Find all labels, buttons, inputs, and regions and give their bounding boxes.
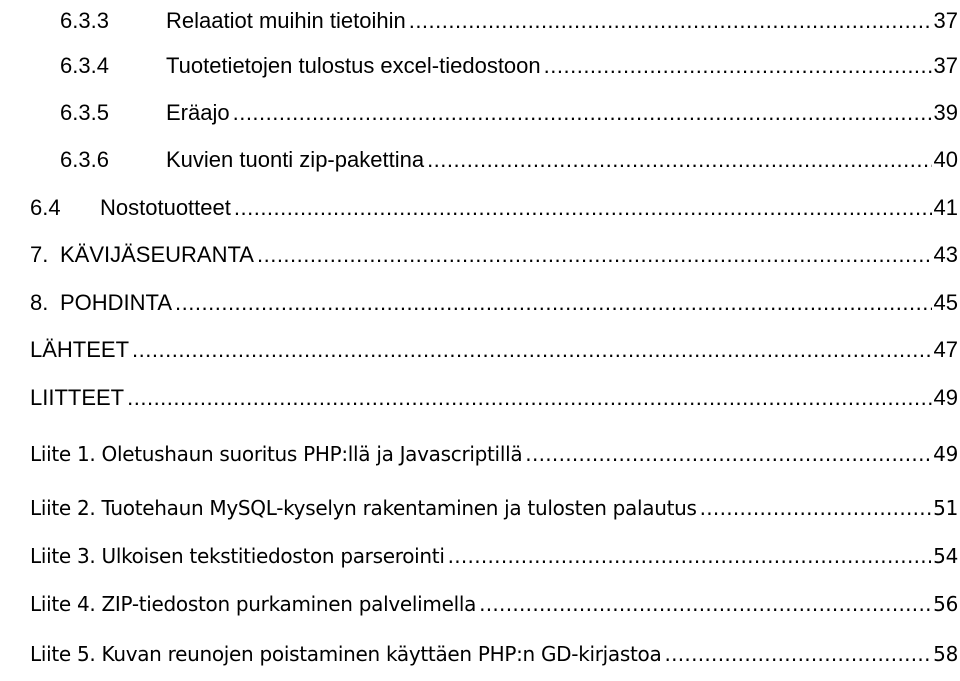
toc-entry-title: Liite 2. Tuotehaun MySQL-kyselyn rakentaminen ja tulosten palautus	[30, 496, 697, 520]
toc-entry-page: 49	[933, 442, 958, 466]
toc-entry-page: 37	[933, 53, 958, 78]
dot-leader	[409, 8, 932, 34]
toc-entry-title: Liite 1. Oletushaun suoritus PHP:llä ja Javascriptillä	[30, 442, 523, 466]
toc-entry-title: Liite 5. Kuvan reunojen poistaminen käyttäen PHP:n GD-kirjastoa	[30, 642, 662, 666]
toc-entry-page: 45	[933, 290, 958, 315]
toc-entry[interactable]	[0, 282, 960, 316]
toc-entry-number: 6.3.3	[60, 8, 109, 33]
toc-entry[interactable]	[0, 45, 960, 79]
toc-entry-title: Tuotetietojen tulostus excel-tiedostoon	[166, 53, 541, 78]
toc-entry[interactable]	[0, 187, 960, 221]
toc-entry-title: Nostotuotteet	[100, 195, 231, 220]
dot-leader	[525, 442, 931, 466]
toc-entry-number: 6.3.4	[60, 53, 109, 78]
toc-entry-title: LIITTEET	[30, 385, 125, 410]
toc-entry-number: 8.	[30, 290, 49, 315]
toc-entry[interactable]	[0, 486, 960, 520]
toc-entry[interactable]	[0, 632, 960, 666]
toc-entry[interactable]	[0, 139, 960, 173]
dot-leader	[127, 385, 931, 411]
dot-leader	[700, 496, 932, 520]
toc-entry-page: 58	[933, 642, 958, 666]
toc-entry-number: 6.3.6	[60, 147, 109, 172]
toc-entry-title: KÄVIJÄSEURANTA	[60, 242, 254, 267]
toc-entry[interactable]	[0, 582, 960, 616]
toc-entry-title: Kuvien tuonti zip-pakettina	[166, 147, 425, 172]
toc-entry-number: 6.3.5	[60, 100, 109, 125]
dot-leader	[233, 100, 932, 126]
toc-entry-page: 56	[933, 592, 958, 616]
toc-entry[interactable]	[0, 92, 960, 126]
toc-entry[interactable]	[0, 432, 960, 466]
toc-entry-page: 40	[933, 147, 958, 172]
dot-leader	[664, 642, 931, 666]
toc-entry[interactable]	[0, 329, 960, 363]
toc-entry-title: Liite 3. Ulkoisen tekstitiedoston parserointi	[30, 544, 445, 568]
toc-entry[interactable]	[0, 234, 960, 268]
toc-entry-number: 7.	[30, 242, 49, 267]
toc-entry-page: 41	[933, 195, 958, 220]
dot-leader	[234, 195, 932, 221]
toc-entry[interactable]	[0, 0, 960, 34]
dot-leader	[257, 242, 932, 268]
toc-entry-page: 49	[933, 385, 958, 410]
toc-entry-title: Relaatiot muihin tietoihin	[166, 8, 406, 33]
toc-entry-page: 47	[933, 337, 958, 362]
toc-entry-page: 43	[933, 242, 958, 267]
toc-entry-title: LÄHTEET	[30, 337, 130, 362]
toc-entry[interactable]	[0, 534, 960, 568]
dot-leader	[132, 337, 931, 363]
dot-leader	[544, 53, 932, 79]
dot-leader	[479, 592, 931, 616]
toc-entry-title: POHDINTA	[60, 290, 173, 315]
dot-leader	[175, 290, 931, 316]
toc-entry-page: 39	[933, 100, 958, 125]
toc-entry-title: Liite 4. ZIP-tiedoston purkaminen palvelimella	[30, 592, 477, 616]
toc-entry-page: 37	[933, 8, 958, 33]
toc-entry-page: 51	[933, 496, 958, 520]
dot-leader	[427, 147, 931, 173]
toc-entry-title: Eräajo	[166, 100, 230, 125]
toc-entry[interactable]	[0, 377, 960, 411]
dot-leader	[448, 544, 932, 568]
toc-entry-number: 6.4	[30, 195, 61, 220]
toc-entry-page: 54	[933, 544, 958, 568]
